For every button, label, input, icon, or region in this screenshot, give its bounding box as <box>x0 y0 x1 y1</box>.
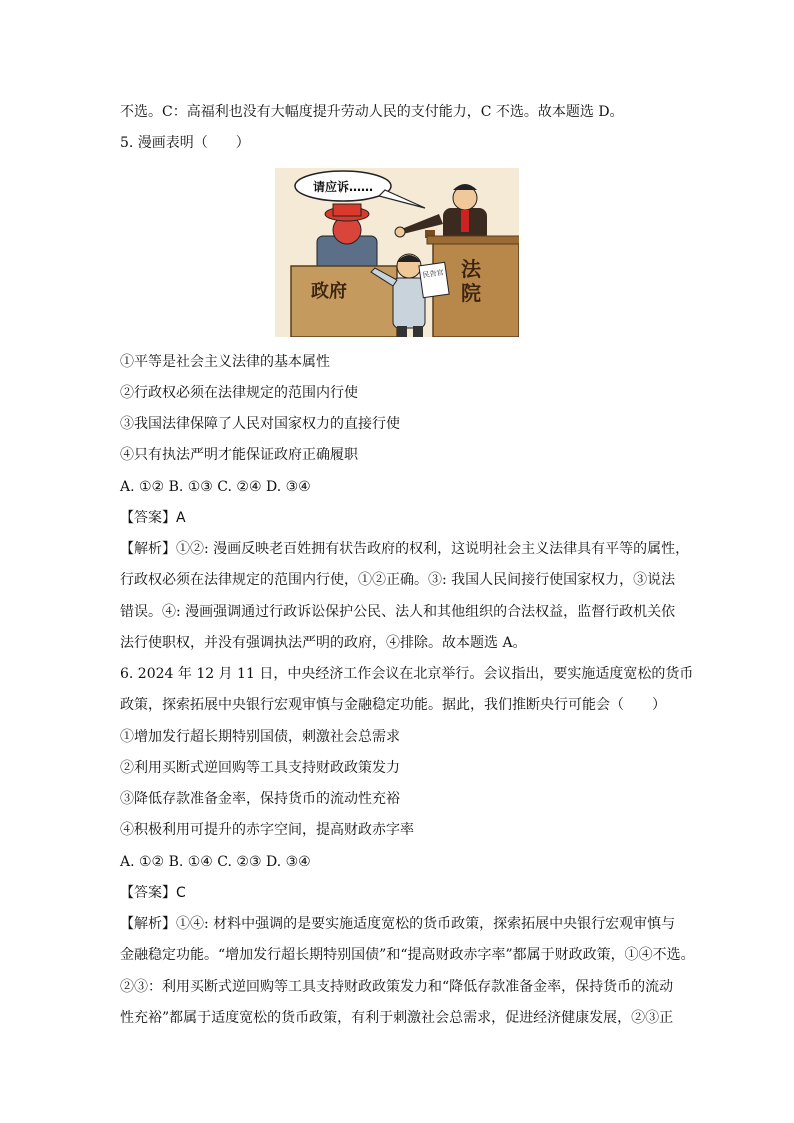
analysis-line: ②③：利用买断式逆回购等工具支持财政政策发力和“降低存款准备金率，保持货币的流动 <box>120 979 674 995</box>
question-5-stem: 5. 漫画表明（ ） <box>120 135 250 151</box>
answer: 【答案】C <box>120 885 186 901</box>
analysis-line: 行政权必须在法律规定的范围内行使，①②正确。③: 我国人民间接行使国家权力，③说法 <box>120 572 676 588</box>
analysis-line: 【解析】①②: 漫画反映老百姓拥有状告政府的权利，这说明社会主义法律具有平等的属性， <box>120 541 690 557</box>
court-char-1: 法 <box>461 257 481 281</box>
analysis-line: 性充裕”都属于适度宽松的货币政策，有利于刺激社会总需求，促进经济健康发展，②③正 <box>120 1010 674 1026</box>
option-3: ③降低存款准备金率，保持货币的流动性充裕 <box>120 791 400 807</box>
option-1: ①增加发行超长期特别国债，刺激社会总需求 <box>120 729 400 745</box>
text-line: 不选。C：高福利也没有大幅度提升劳动人民的支付能力，C 不选。故本题选 D。 <box>120 104 624 120</box>
paper-label: 民告官 <box>422 268 445 280</box>
analysis-line: 【解析】①④: 材料中强调的是要实施适度宽松的货币政策，探索拓展中央银行宏观审慎与 <box>120 916 676 932</box>
question-6-stem: 6. 2024 年 12 月 11 日，中央经济工作会议在北京举行。会议指出，要实施适度宽松的货币 <box>120 666 694 682</box>
cartoon-illustration <box>275 168 519 337</box>
desk-label: 政府 <box>311 281 347 302</box>
option-2: ②行政权必须在法律规定的范围内行使 <box>120 385 358 401</box>
analysis-line: 法行使职权，并没有强调执法严明的政府，④排除。故本题选 A。 <box>120 635 527 651</box>
option-3: ③我国法律保障了人民对国家权力的直接行使 <box>120 416 400 432</box>
analysis-line: 金融稳定功能。“增加发行超长期特别国债”和“提高财政赤字率”都属于财政政策，①④不选。 <box>120 947 695 963</box>
court-char-2: 院 <box>461 281 481 305</box>
option-2: ②利用买断式逆回购等工具支持财政政策发力 <box>120 760 400 776</box>
cartoon-figure <box>275 168 519 337</box>
choices: A. ①② B. ①③ C. ②④ D. ③④ <box>120 479 311 495</box>
option-1: ①平等是社会主义法律的基本属性 <box>120 354 330 370</box>
question-6-stem: 政策，探索拓展中央银行宏观审慎与金融稳定功能。据此，我们推断央行可能会（ ） <box>120 697 666 713</box>
analysis-line: 错误。④: 漫画强调通过行政诉讼保护公民、法人和其他组织的合法权益，监督行政机关依 <box>120 604 676 620</box>
option-4: ④积极利用可提升的赤字空间，提高财政赤字率 <box>120 822 414 838</box>
speech-text: 请应诉…… <box>312 180 374 194</box>
option-4: ④只有执法严明才能保证政府正确履职 <box>120 447 358 463</box>
choices: A. ①② B. ①④ C. ②③ D. ③④ <box>120 854 311 870</box>
answer: 【答案】A <box>120 510 186 526</box>
